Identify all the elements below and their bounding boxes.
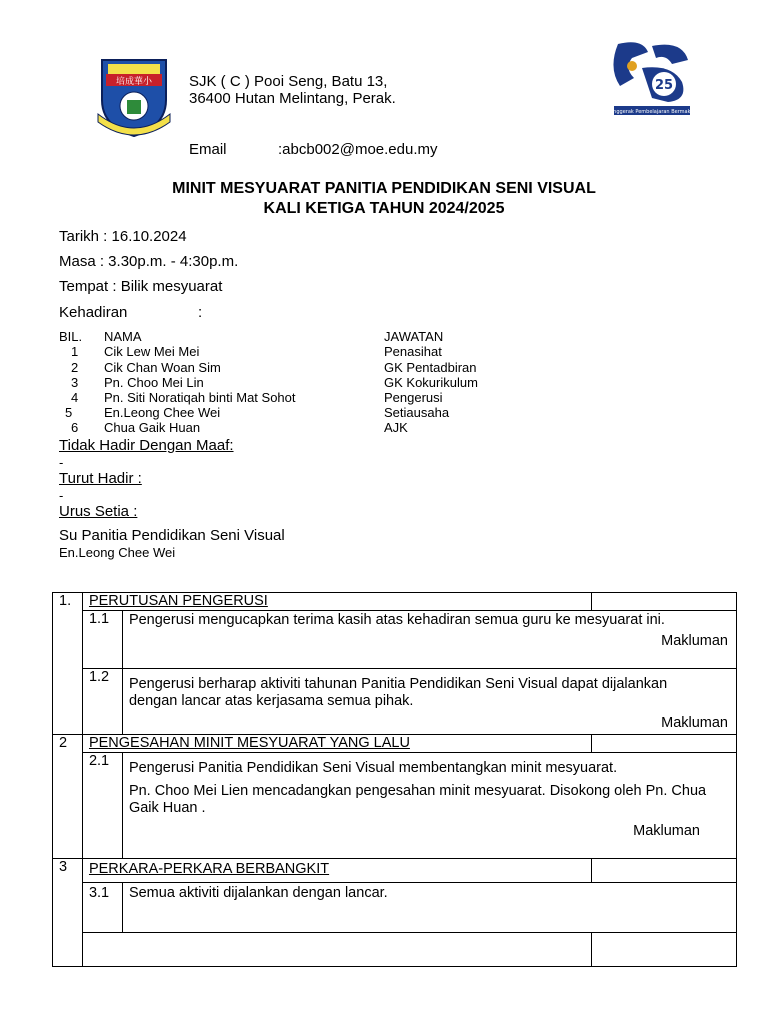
item-number: 1.1 <box>82 611 122 669</box>
table-row <box>53 735 737 753</box>
attendance-bil: 5 <box>65 405 73 420</box>
section-number: 1. <box>53 593 83 735</box>
item-text: Pn. Choo Mei Lien mencadangkan pengesahan minit mesyuarat. Disokong oleh Pn. Chua Gaik Huan . <box>128 783 707 816</box>
table-row <box>53 669 737 735</box>
table-row <box>53 859 737 883</box>
empty-cell <box>592 859 737 883</box>
attendance-nama: Cik Chan Woan Sim <box>104 360 221 375</box>
secretariat-label: Urus Setia : <box>59 503 138 520</box>
item-content <box>122 753 736 859</box>
attendance-nama: Pn. Siti Noratiqah binti Mat Sohot <box>104 390 296 405</box>
absent-value: - <box>59 455 64 470</box>
secretariat-unit: Su Panitia Pendidikan Seni Visual <box>59 527 285 544</box>
attendance-nama: Chua Gaik Huan <box>104 420 201 435</box>
attendance-jawatan: GK Pentadbiran <box>384 360 477 375</box>
absent-label: Tidak Hadir Dengan Maaf: <box>59 437 234 454</box>
item-text: Pengerusi berharap aktiviti tahunan Panitia Pendidikan Seni Visual dapat dijalankan dengan lancar atas kerjasama semua pihak. <box>128 676 668 709</box>
item-text: Semua aktiviti dijalankan dengan lancar. <box>122 883 736 933</box>
empty-cell <box>592 735 737 753</box>
empty-cell <box>592 933 737 967</box>
svg-text:培成華小: 培成華小 <box>115 77 153 87</box>
table-row <box>53 753 737 859</box>
item-action: Makluman <box>661 633 728 649</box>
item-action: Makluman <box>633 823 700 839</box>
item-text: Pengerusi mengucapkan terima kasih atas kehadiran semua guru ke mesyuarat ini. <box>128 612 665 628</box>
school-address-line2: 36400 Hutan Melintang, Perak. <box>189 90 396 107</box>
table-row <box>53 611 737 669</box>
attendance-jawatan: AJK <box>384 420 408 435</box>
section-number: 2 <box>53 735 83 859</box>
attendance-header-nama: NAMA <box>104 329 142 344</box>
attendance-bil: 3 <box>71 375 79 390</box>
section-title: PENGESAHAN MINIT MESYUARAT YANG LALU <box>82 735 591 753</box>
item-content <box>122 611 736 669</box>
email-label: Email <box>189 141 227 158</box>
attendance-nama: Pn. Choo Mei Lin <box>104 375 204 390</box>
section-title: PERUTUSAN PENGERUSI <box>82 593 591 611</box>
minutes-table <box>52 592 737 967</box>
programme-badge-logo <box>607 38 697 118</box>
attendance-jawatan: Penasihat <box>384 344 442 359</box>
meeting-date: Tarikh : 16.10.2024 <box>59 228 187 245</box>
attendance-bil: 1 <box>71 344 79 359</box>
attendance-bil: 2 <box>71 360 79 375</box>
item-number: 3.1 <box>82 883 122 933</box>
empty-cell <box>592 593 737 611</box>
attendance-bil: 6 <box>71 420 79 435</box>
attendance-colon: : <box>198 304 203 321</box>
document-title-line2: KALI KETIGA TAHUN 2024/2025 <box>263 200 505 217</box>
item-content <box>122 669 736 735</box>
item-action: Makluman <box>661 715 728 731</box>
section-number: 3 <box>53 859 83 967</box>
badge-caption: Penggerak Pembelajaran Bermakna <box>607 109 697 115</box>
table-row <box>53 933 737 967</box>
table-row <box>53 593 737 611</box>
badge-number: 25 <box>654 78 674 93</box>
item-text: Pengerusi Panitia Pendidikan Seni Visual membentangkan minit mesyuarat. <box>128 760 618 776</box>
document-title-line1: MINIT MESYUARAT PANITIA PENDIDIKAN SENI VISUAL <box>172 180 596 197</box>
attendance-bil: 4 <box>71 390 79 405</box>
item-number: 1.2 <box>82 669 122 735</box>
attendance-jawatan: Setiausaha <box>384 405 450 420</box>
item-number: 2.1 <box>82 753 122 859</box>
table-row <box>53 883 737 933</box>
school-crest-logo <box>94 56 174 138</box>
meeting-venue: Tempat : Bilik mesyuarat <box>59 278 223 295</box>
attendance-label: Kehadiran <box>59 304 128 321</box>
email-value: :abcb002@moe.edu.my <box>278 141 438 158</box>
secretariat-name: En.Leong Chee Wei <box>59 545 176 560</box>
attendance-header-jawatan: JAWATAN <box>384 329 444 344</box>
attendance-jawatan: Pengerusi <box>384 390 443 405</box>
meeting-time: Masa : 3.30p.m. - 4:30p.m. <box>59 253 239 270</box>
attendance-nama: Cik Lew Mei Mei <box>104 344 200 359</box>
also-present-label: Turut Hadir : <box>59 470 142 487</box>
section-title: PERKARA-PERKARA BERBANGKIT <box>82 859 591 883</box>
attendance-jawatan: GK Kokurikulum <box>384 375 478 390</box>
school-address-line1: SJK ( C ) Pooi Seng, Batu 13, <box>189 73 388 90</box>
empty-cell <box>82 933 591 967</box>
attendance-header-bil: BIL. <box>59 329 83 344</box>
also-present-value: - <box>59 488 64 503</box>
attendance-nama: En.Leong Chee Wei <box>104 405 221 420</box>
